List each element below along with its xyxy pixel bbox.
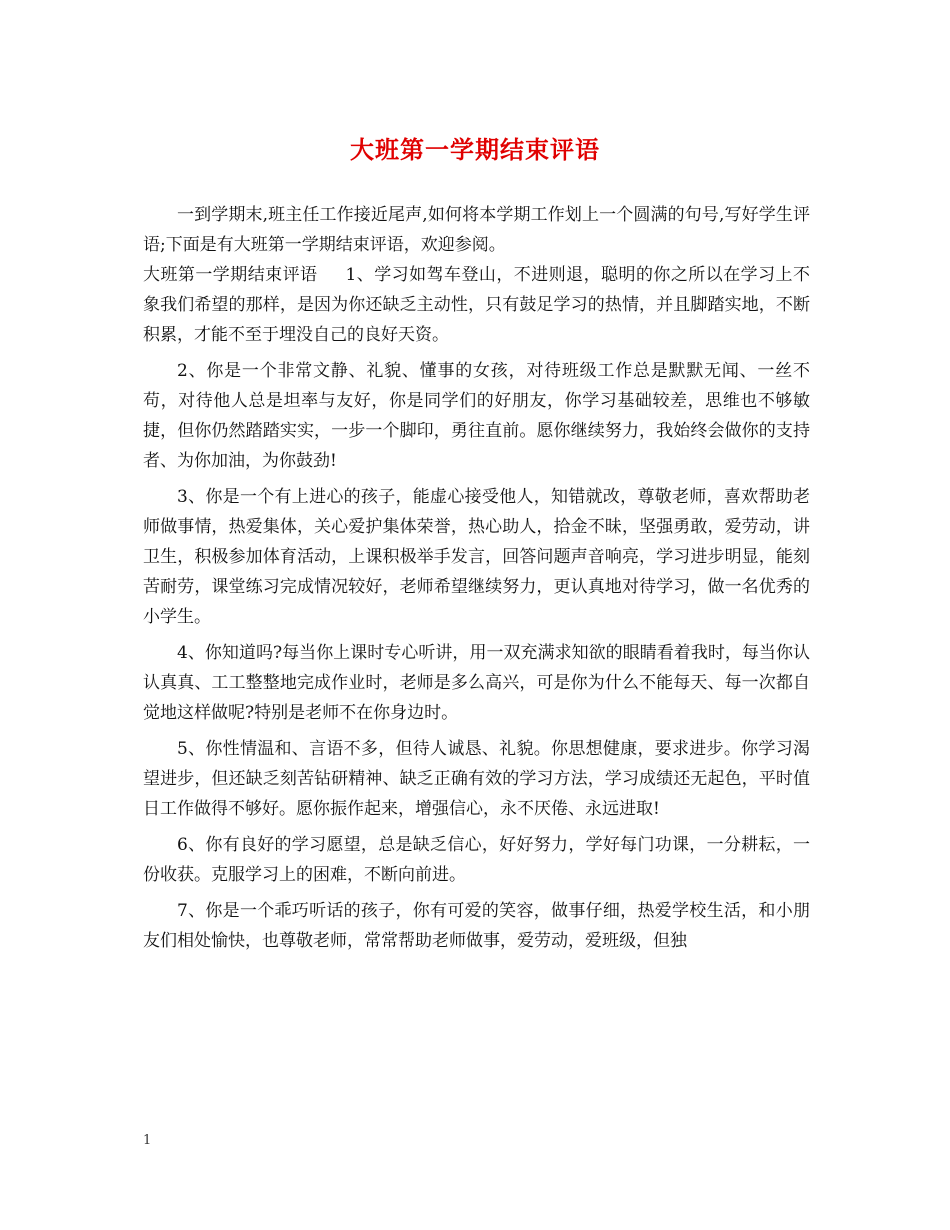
- paragraph-6: 6、你有良好的学习愿望，总是缺乏信心，好好努力，学好每门功课，一分耕耘，一份收获。克服学习上的困难，不断向前进。: [143, 835, 810, 885]
- document-title: 大班第一学期结束评语: [350, 135, 600, 164]
- paragraph-1-text: 1、学习如驾车登山，不进则退，聪明的你之所以在学习上不象我们希望的那样，是因为你还缺乏主动性，只有鼓足学习的热情，并且脚踏实地，不断积累，才能不至于埋没自己的良好天资。: [143, 265, 810, 345]
- paragraph-4: 4、你知道吗?每当你上课时专心听讲，用一双充满求知欲的眼睛看着我时，每当你认认真真、工工整整地完成作业时，老师是多么高兴，可是你为什么不能每天、每一次都自觉地这样做呢?特别是老师不在你身边时。: [143, 643, 810, 723]
- document-body: [143, 200, 810, 962]
- paragraph-2: 2、你是一个非常文静、礼貌、懂事的女孩，对待班级工作总是默默无闻、一丝不苟，对待他人总是坦率与友好，你是同学们的好朋友，你学习基础较差，思维也不够敏捷，但你仍然踏踏实实，一步一个脚印，勇往直前。愿你继续努力，我始终会做你的支持者、为你加油，为你鼓劲!: [143, 361, 810, 471]
- paragraph-3: 3、你是一个有上进心的孩子，能虚心接受他人，知错就改，尊敬老师，喜欢帮助老师做事情，热爱集体，关心爱护集体荣誉，热心助人，拾金不昧，坚强勇敢，爱劳动，讲卫生，积极参加体育活动，上课积极举手发言，回答问题声音响亮，学习进步明显，能刻苦耐劳，课堂练习完成情况较好，老师希望继续努力，更认真地对待学习，做一名优秀的小学生。: [143, 487, 810, 627]
- paragraph-1: [143, 260, 810, 350]
- page-number: 1: [143, 1133, 152, 1148]
- intro-paragraph: 一到学期末,班主任工作接近尾声,如何将本学期工作划上一个圆满的句号,写好学生评语;下面是有大班第一学期结束评语，欢迎参阅。: [143, 205, 810, 255]
- inline-heading: 大班第一学期结束评语: [143, 265, 318, 285]
- paragraph-7: 7、你是一个乖巧听话的孩子，你有可爱的笑容，做事仔细，热爱学校生活，和小朋友们相处愉快，也尊敬老师，常常帮助老师做事，爱劳动，爱班级，但独: [143, 901, 810, 951]
- paragraph-5: 5、你性情温和、言语不多，但待人诚恳、礼貌。你思想健康，要求进步。你学习渴望进步，但还缺乏刻苦钻研精神、缺乏正确有效的学习方法，学习成绩还无起色，平时值日工作做得不够好。愿你振作起来，增强信心，永不厌倦、永远进取!: [143, 739, 810, 819]
